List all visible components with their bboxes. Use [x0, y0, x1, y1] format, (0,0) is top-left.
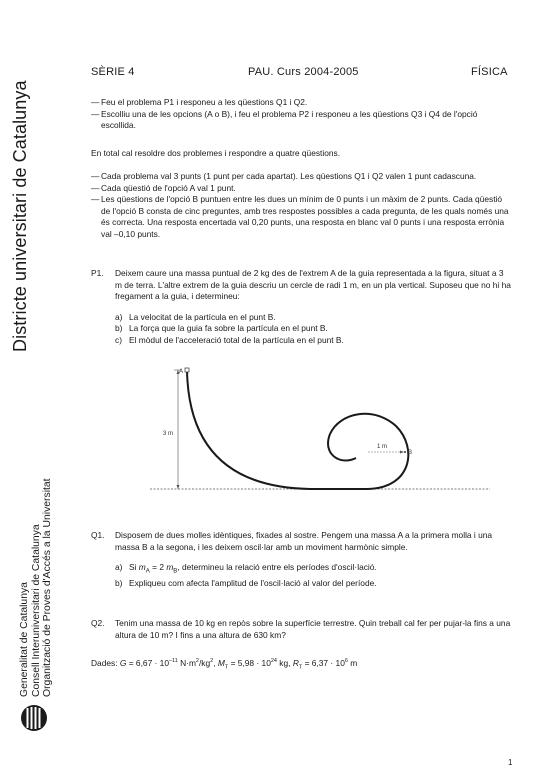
generalitat-logo-icon: [20, 704, 48, 732]
point-b-marker: [404, 451, 406, 453]
instruction-item: — Feu el problema P1 i responeu a les qüestions Q1 i Q2.: [91, 97, 308, 107]
scoring-item: — Cada qüestió de l'opció A val 1 punt.: [91, 182, 236, 193]
problem-part: c) El mòdul de l'acceleració total de la partícula en el punt B.: [115, 334, 344, 345]
problem-part: a) La velocitat de la partícula en el punt B.: [115, 311, 276, 322]
org-proves: Organització de Proves d'Accés a la Universitat: [42, 478, 54, 697]
organization-block: [19, 478, 54, 697]
question-number: Q1.: [91, 530, 105, 540]
scoring-item: — Cada problema val 3 punts (1 punt per cada apartat). Les qüestions Q1 i Q2 valen 1 punt cadascuna.: [91, 171, 477, 181]
problem-p1: [91, 268, 511, 346]
org-consell: Consell Interuniversitari de Catalunya: [30, 524, 42, 697]
loop-track-figure: [150, 362, 490, 497]
point-a-label: A: [179, 369, 184, 375]
series-label: SÈRIE 4: [91, 66, 135, 78]
height-label: 3 m: [163, 431, 174, 437]
instruction-item: — Escolliu una de les opcions (A o B), i feu el problema P2 i responeu a les qüestions Q3 i Q4 de l'opció escollida.: [91, 108, 478, 130]
radius-label: 1 m: [377, 444, 388, 450]
org-generalitat: Generalitat de Catalunya: [19, 582, 30, 697]
subject-label: FÍSICA: [471, 66, 508, 78]
page-number: 1: [508, 758, 513, 767]
instructions-list: [91, 97, 511, 132]
guide-track: [187, 370, 408, 489]
question-number: Q2.: [91, 618, 105, 628]
scoring-list: [91, 171, 511, 240]
exam-title: PAU. Curs 2004-2005: [248, 66, 359, 78]
question-statement: Disposem de dues molles idèntiques, fixades al sostre. Pengem una massa A a la primera molla i una massa B a la segona, i les deixem oscil·lar amb un moviment harmònic simple.: [115, 530, 493, 552]
question-part: b) Expliqueu com afecta l'amplitud de l'oscil·lació al valor del període.: [115, 578, 377, 589]
problem-part: b) La força que la guia fa sobre la partícula en el punt B.: [115, 323, 328, 333]
total-note: En total cal resoldre dos problemes i respondre a quatre qüestions.: [91, 148, 341, 158]
problem-number: P1.: [91, 268, 104, 278]
constants-line: Dades: $G = 6,67 \cdot 10^{-11}$ $N\cdot m^2/kg^2$, $M_T = 5,98 \cdot 10^{24}$ kg, $R_T = 6,37 \cdot 10^6$ m: [91, 657, 358, 671]
question-part: a) Si $m_A = 2$ $m_B$, determineu la relació entre els períodes d'oscil·lació.: [115, 562, 377, 575]
question-q2: [91, 618, 511, 641]
point-b-label: B: [408, 450, 413, 456]
point-a-marker: [185, 368, 189, 372]
question-statement: Tenim una massa de 10 kg en repòs sobre la superfície terrestre. Quin treball cal fer per pujar-la fins a una altura de 10 m? I fins a una altura de 630 km?: [115, 618, 511, 640]
question-q1: [91, 530, 511, 590]
district-title: Districte universitari de Catalunya: [10, 80, 30, 352]
problem-statement: Deixem caure una massa puntual de 2 kg des de l'extrem A de la guia representada a la figura, situat a 3 m de terra. L'altre extrem de la guia descriu un cercle de radi 1 m, en un pla vertical. Suposeu que no hi ha fregament a la guia, i determineu:: [115, 268, 511, 301]
scoring-item: — Les qüestions de l'opció B puntuen entre les dues un mínim de 0 punts i un màxim de 2 punts. Cada qüestió de l'opció B consta de cinc preguntes, amb tres respostes possibles a cada pregunta, de les quals només una és correcta. Una resposta encertada val 0,20 punts, una resposta en blanc val 0 punts i una resposta errònia val –0,10 punts.: [91, 194, 509, 239]
